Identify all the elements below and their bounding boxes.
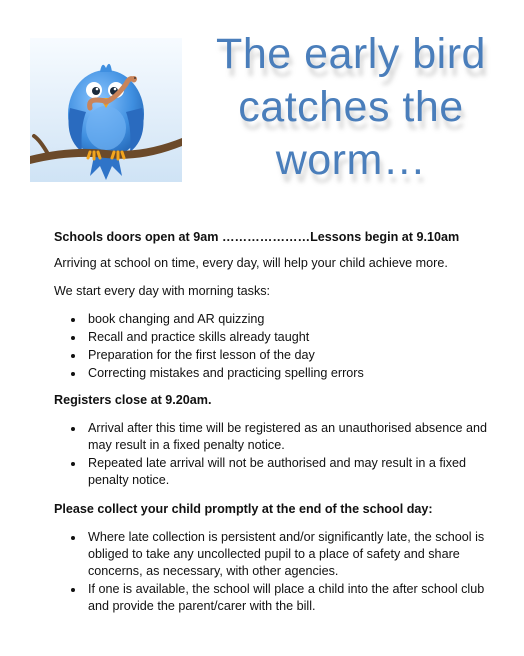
bluebird-image <box>30 38 182 182</box>
collection-list <box>54 529 494 615</box>
registers-list <box>54 420 494 489</box>
collection-heading: Please collect your child promptly at the end of the school day: <box>54 502 433 516</box>
title-line-2: catches the <box>238 83 464 131</box>
list-item: Correcting mistakes and practicing spelling errors <box>88 365 494 382</box>
bluebird-on-branch-with-worm-icon <box>30 38 182 182</box>
arrival-text: Arriving at school on time, every day, will help your child achieve more. <box>54 256 448 270</box>
list-item: Repeated late arrival will not be authorised and may result in a fixed penalty notice. <box>88 455 494 489</box>
tasks-list <box>54 311 494 382</box>
opening-times-line: Schools doors open at 9am …………………Lessons begin at 9.10am <box>54 230 460 244</box>
list-item: Preparation for the first lesson of the day <box>88 347 494 364</box>
tasks-intro: We start every day with morning tasks: <box>54 284 271 298</box>
notice-body <box>54 229 494 625</box>
title-line-3: worm… <box>275 136 427 184</box>
title-line-1: The early bird <box>216 30 486 78</box>
list-item: Arrival after this time will be registered as an unauthorised absence and may result in a fixed penalty notice. <box>88 420 494 454</box>
list-item: If one is available, the school will place a child into the after school club and provide the parent/carer with the bill. <box>88 581 494 615</box>
registers-heading: Registers close at 9.20am. <box>54 393 212 407</box>
list-item: Where late collection is persistent and/or significantly late, the school is obliged to take any uncollected pupil to a place of safety and share concerns, as necessary, with other agencies. <box>88 529 494 580</box>
list-item: Recall and practice skills already taught <box>88 329 494 346</box>
page-title <box>196 28 506 187</box>
list-item: book changing and AR quizzing <box>88 311 494 328</box>
